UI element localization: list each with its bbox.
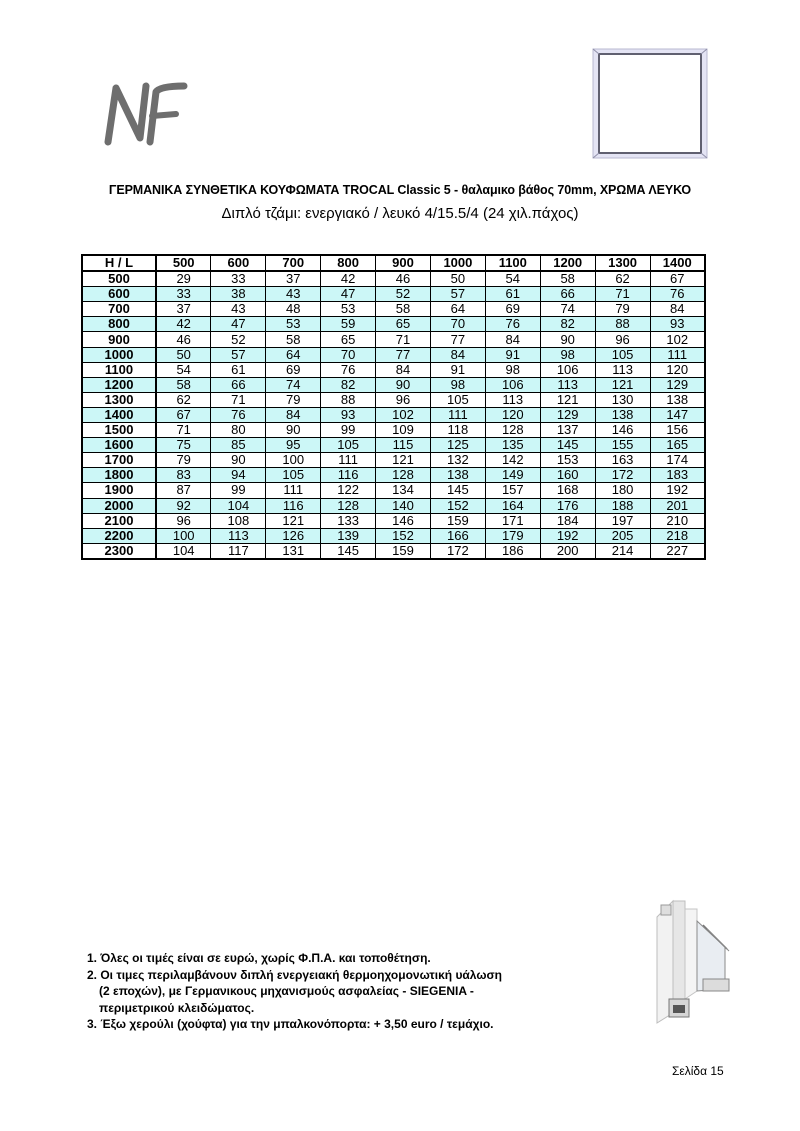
column-header: 1200 — [540, 255, 595, 271]
price-cell: 90 — [540, 332, 595, 347]
price-cell: 65 — [321, 332, 376, 347]
price-cell: 90 — [211, 453, 266, 468]
price-cell: 159 — [376, 543, 431, 559]
price-cell: 145 — [430, 483, 485, 498]
price-cell: 79 — [595, 302, 650, 317]
price-cell: 137 — [540, 423, 595, 438]
column-header: 1100 — [485, 255, 540, 271]
price-cell: 197 — [595, 513, 650, 528]
price-cell: 105 — [430, 392, 485, 407]
price-cell: 113 — [211, 528, 266, 543]
price-cell: 102 — [376, 407, 431, 422]
price-cell: 37 — [266, 271, 321, 287]
price-cell: 111 — [430, 407, 485, 422]
price-cell: 66 — [540, 287, 595, 302]
table-row — [82, 287, 705, 302]
price-cell: 98 — [430, 377, 485, 392]
price-cell: 69 — [485, 302, 540, 317]
price-cell: 138 — [430, 468, 485, 483]
row-header: 2000 — [82, 498, 156, 513]
price-cell: 43 — [266, 287, 321, 302]
company-logo — [100, 78, 190, 148]
price-cell: 74 — [540, 302, 595, 317]
price-cell: 200 — [540, 543, 595, 559]
price-cell: 111 — [266, 483, 321, 498]
price-cell: 105 — [321, 438, 376, 453]
price-cell: 134 — [376, 483, 431, 498]
price-cell: 77 — [430, 332, 485, 347]
price-cell: 87 — [156, 483, 211, 498]
row-header: 1000 — [82, 347, 156, 362]
price-cell: 153 — [540, 453, 595, 468]
price-cell: 129 — [540, 407, 595, 422]
row-header: 1100 — [82, 362, 156, 377]
price-cell: 93 — [321, 407, 376, 422]
price-cell: 71 — [376, 332, 431, 347]
row-header: 1400 — [82, 407, 156, 422]
price-cell: 142 — [485, 453, 540, 468]
price-cell: 227 — [650, 543, 705, 559]
price-cell: 218 — [650, 528, 705, 543]
price-cell: 100 — [266, 453, 321, 468]
price-cell: 121 — [595, 377, 650, 392]
row-header: 900 — [82, 332, 156, 347]
price-cell: 37 — [156, 302, 211, 317]
price-cell: 135 — [485, 438, 540, 453]
price-cell: 121 — [266, 513, 321, 528]
price-cell: 113 — [595, 362, 650, 377]
price-cell: 67 — [156, 407, 211, 422]
price-cell: 116 — [321, 468, 376, 483]
document-title: ΓΕΡΜΑΝΙΚΑ ΣΥΝΘΕΤΙΚΑ ΚΟΥΦΩΜΑΤΑ TROCAL Classic 5 - θαλαμικο βάθος 70mm, ΧΡΩΜΑ ΛΕΥΚΟ — [108, 183, 692, 197]
row-header: 1900 — [82, 483, 156, 498]
price-cell: 76 — [650, 287, 705, 302]
price-cell: 120 — [485, 407, 540, 422]
price-cell: 99 — [321, 423, 376, 438]
price-cell: 106 — [485, 377, 540, 392]
row-header: 1600 — [82, 438, 156, 453]
price-cell: 82 — [321, 377, 376, 392]
table-row — [82, 407, 705, 422]
row-header: 2200 — [82, 528, 156, 543]
price-cell: 214 — [595, 543, 650, 559]
price-cell: 59 — [321, 317, 376, 332]
price-cell: 84 — [266, 407, 321, 422]
table-row — [82, 483, 705, 498]
note-3: 3. Έξω χερούλι (χούφτα) για την μπαλκονόπορτα: + 3,50 euro / τεμάχιο. — [87, 1017, 494, 1031]
price-cell: 152 — [430, 498, 485, 513]
price-cell: 129 — [650, 377, 705, 392]
price-cell: 46 — [156, 332, 211, 347]
price-cell: 192 — [650, 483, 705, 498]
price-cell: 93 — [650, 317, 705, 332]
price-cell: 64 — [266, 347, 321, 362]
price-cell: 47 — [211, 317, 266, 332]
price-cell: 111 — [321, 453, 376, 468]
price-cell: 139 — [321, 528, 376, 543]
price-cell: 43 — [211, 302, 266, 317]
price-cell: 128 — [321, 498, 376, 513]
price-cell: 152 — [376, 528, 431, 543]
price-cell: 109 — [376, 423, 431, 438]
price-cell: 42 — [156, 317, 211, 332]
price-cell: 62 — [595, 271, 650, 287]
price-cell: 128 — [376, 468, 431, 483]
note-2-continued-2: περιμετρικού κλειδώματος. — [99, 1000, 255, 1015]
corner-label: H / L — [82, 255, 156, 271]
column-header: 1400 — [650, 255, 705, 271]
price-cell: 80 — [211, 423, 266, 438]
price-cell: 156 — [650, 423, 705, 438]
price-cell: 138 — [650, 392, 705, 407]
row-header: 500 — [82, 271, 156, 287]
price-cell: 98 — [485, 362, 540, 377]
price-table — [81, 254, 706, 560]
price-cell: 52 — [211, 332, 266, 347]
price-cell: 105 — [595, 347, 650, 362]
window-profile-image — [651, 895, 733, 1025]
price-cell: 159 — [430, 513, 485, 528]
price-cell: 138 — [595, 407, 650, 422]
price-cell: 50 — [430, 271, 485, 287]
price-cell: 118 — [430, 423, 485, 438]
price-cell: 100 — [156, 528, 211, 543]
price-cell: 76 — [211, 407, 266, 422]
price-cell: 188 — [595, 498, 650, 513]
price-cell: 133 — [321, 513, 376, 528]
row-header: 2300 — [82, 543, 156, 559]
price-cell: 65 — [376, 317, 431, 332]
page-number: Σελίδα 15 — [672, 1064, 724, 1078]
price-cell: 82 — [540, 317, 595, 332]
table-row — [82, 392, 705, 407]
column-header: 700 — [266, 255, 321, 271]
price-cell: 84 — [650, 302, 705, 317]
price-cell: 174 — [650, 453, 705, 468]
price-cell: 102 — [650, 332, 705, 347]
price-cell: 75 — [156, 438, 211, 453]
table-row — [82, 453, 705, 468]
price-cell: 88 — [595, 317, 650, 332]
price-cell: 50 — [156, 347, 211, 362]
price-cell: 140 — [376, 498, 431, 513]
price-cell: 113 — [485, 392, 540, 407]
price-cell: 145 — [321, 543, 376, 559]
price-cell: 130 — [595, 392, 650, 407]
price-cell: 121 — [540, 392, 595, 407]
price-cell: 52 — [376, 287, 431, 302]
price-cell: 76 — [321, 362, 376, 377]
price-cell: 96 — [595, 332, 650, 347]
price-cell: 79 — [266, 392, 321, 407]
window-frame-image — [591, 47, 709, 160]
price-cell: 121 — [376, 453, 431, 468]
price-cell: 95 — [266, 438, 321, 453]
price-cell: 85 — [211, 438, 266, 453]
price-cell: 47 — [321, 287, 376, 302]
price-cell: 146 — [376, 513, 431, 528]
column-header: 1300 — [595, 255, 650, 271]
price-cell: 106 — [540, 362, 595, 377]
price-cell: 172 — [430, 543, 485, 559]
price-cell: 46 — [376, 271, 431, 287]
price-cell: 201 — [650, 498, 705, 513]
price-cell: 126 — [266, 528, 321, 543]
row-header: 1700 — [82, 453, 156, 468]
price-cell: 125 — [430, 438, 485, 453]
price-cell: 98 — [540, 347, 595, 362]
table-row — [82, 317, 705, 332]
price-cell: 91 — [430, 362, 485, 377]
price-cell: 53 — [321, 302, 376, 317]
price-cell: 57 — [211, 347, 266, 362]
price-cell: 149 — [485, 468, 540, 483]
price-cell: 210 — [650, 513, 705, 528]
table-row — [82, 271, 705, 287]
price-cell: 94 — [211, 468, 266, 483]
price-cell: 54 — [156, 362, 211, 377]
price-cell: 64 — [430, 302, 485, 317]
note-2: 2. Οι τιμες περιλαμβάνουν διπλή ενεργειακή θερμοηχομονωτική υάλωση — [87, 967, 503, 982]
table-row — [82, 543, 705, 559]
price-cell: 183 — [650, 468, 705, 483]
row-header: 1300 — [82, 392, 156, 407]
column-header: 1000 — [430, 255, 485, 271]
price-cell: 66 — [211, 377, 266, 392]
price-cell: 155 — [595, 438, 650, 453]
price-cell: 77 — [376, 347, 431, 362]
table-row — [82, 362, 705, 377]
price-cell: 79 — [156, 453, 211, 468]
price-cell: 120 — [650, 362, 705, 377]
price-cell: 61 — [485, 287, 540, 302]
price-cell: 69 — [266, 362, 321, 377]
column-header: 600 — [211, 255, 266, 271]
column-header: 800 — [321, 255, 376, 271]
price-cell: 71 — [595, 287, 650, 302]
table-row — [82, 513, 705, 528]
price-cell: 96 — [156, 513, 211, 528]
column-header: 900 — [376, 255, 431, 271]
price-cell: 115 — [376, 438, 431, 453]
table-row — [82, 377, 705, 392]
price-cell: 71 — [156, 423, 211, 438]
price-cell: 76 — [485, 317, 540, 332]
price-cell: 146 — [595, 423, 650, 438]
table-row — [82, 332, 705, 347]
table-row — [82, 468, 705, 483]
note-2-continued: (2 εποχών), με Γερμανικους μηχανισμούς ασφαλείας - SIEGENIA - — [99, 984, 474, 998]
price-cell: 176 — [540, 498, 595, 513]
price-cell: 111 — [650, 347, 705, 362]
price-cell: 58 — [156, 377, 211, 392]
price-cell: 96 — [376, 392, 431, 407]
price-cell: 166 — [430, 528, 485, 543]
price-cell: 33 — [156, 287, 211, 302]
price-cell: 104 — [211, 498, 266, 513]
table-row — [82, 347, 705, 362]
row-header: 600 — [82, 287, 156, 302]
price-cell: 131 — [266, 543, 321, 559]
price-cell: 128 — [485, 423, 540, 438]
price-cell: 58 — [376, 302, 431, 317]
price-cell: 164 — [485, 498, 540, 513]
price-cell: 165 — [650, 438, 705, 453]
price-cell: 168 — [540, 483, 595, 498]
price-cell: 74 — [266, 377, 321, 392]
price-cell: 192 — [540, 528, 595, 543]
price-cell: 33 — [211, 271, 266, 287]
price-cell: 84 — [376, 362, 431, 377]
table-row — [82, 302, 705, 317]
price-cell: 38 — [211, 287, 266, 302]
price-cell: 92 — [156, 498, 211, 513]
price-cell: 205 — [595, 528, 650, 543]
price-cell: 58 — [540, 271, 595, 287]
row-header: 1500 — [82, 423, 156, 438]
price-cell: 186 — [485, 543, 540, 559]
table-row — [82, 438, 705, 453]
price-cell: 108 — [211, 513, 266, 528]
row-header: 1200 — [82, 377, 156, 392]
row-header: 700 — [82, 302, 156, 317]
price-cell: 113 — [540, 377, 595, 392]
price-cell: 54 — [485, 271, 540, 287]
price-cell: 57 — [430, 287, 485, 302]
price-cell: 180 — [595, 483, 650, 498]
table-row — [82, 423, 705, 438]
price-cell: 70 — [321, 347, 376, 362]
price-cell: 83 — [156, 468, 211, 483]
price-cell: 122 — [321, 483, 376, 498]
price-cell: 29 — [156, 271, 211, 287]
price-cell: 90 — [266, 423, 321, 438]
price-cell: 90 — [376, 377, 431, 392]
price-cell: 99 — [211, 483, 266, 498]
price-cell: 171 — [485, 513, 540, 528]
price-cell: 147 — [650, 407, 705, 422]
price-cell: 91 — [485, 347, 540, 362]
table-header-row — [82, 255, 705, 271]
price-cell: 160 — [540, 468, 595, 483]
price-cell: 184 — [540, 513, 595, 528]
price-cell: 84 — [485, 332, 540, 347]
price-cell: 62 — [156, 392, 211, 407]
row-header: 1800 — [82, 468, 156, 483]
price-cell: 61 — [211, 362, 266, 377]
price-cell: 157 — [485, 483, 540, 498]
price-cell: 84 — [430, 347, 485, 362]
price-cell: 70 — [430, 317, 485, 332]
note-1: 1. Όλες οι τιμές είναι σε ευρώ, χωρίς Φ.Π.Α. και τοποθέτηση. — [87, 951, 431, 965]
document-subtitle: Διπλό τζάμι: ενεργιακό / λευκό 4/15.5/4 (24 χιλ.πάχος) — [221, 205, 579, 222]
price-cell: 48 — [266, 302, 321, 317]
price-cell: 179 — [485, 528, 540, 543]
nf-logo-icon — [100, 78, 190, 148]
price-cell: 71 — [211, 392, 266, 407]
price-cell: 104 — [156, 543, 211, 559]
table-row — [82, 498, 705, 513]
notes-section — [87, 950, 502, 1033]
price-cell: 105 — [266, 468, 321, 483]
price-cell: 145 — [540, 438, 595, 453]
price-cell: 42 — [321, 271, 376, 287]
price-cell: 163 — [595, 453, 650, 468]
row-header: 800 — [82, 317, 156, 332]
price-cell: 88 — [321, 392, 376, 407]
price-cell: 53 — [266, 317, 321, 332]
price-cell: 117 — [211, 543, 266, 559]
price-cell: 67 — [650, 271, 705, 287]
row-header: 2100 — [82, 513, 156, 528]
price-cell: 132 — [430, 453, 485, 468]
column-header: 500 — [156, 255, 211, 271]
price-cell: 116 — [266, 498, 321, 513]
price-cell: 172 — [595, 468, 650, 483]
price-cell: 58 — [266, 332, 321, 347]
table-row — [82, 528, 705, 543]
